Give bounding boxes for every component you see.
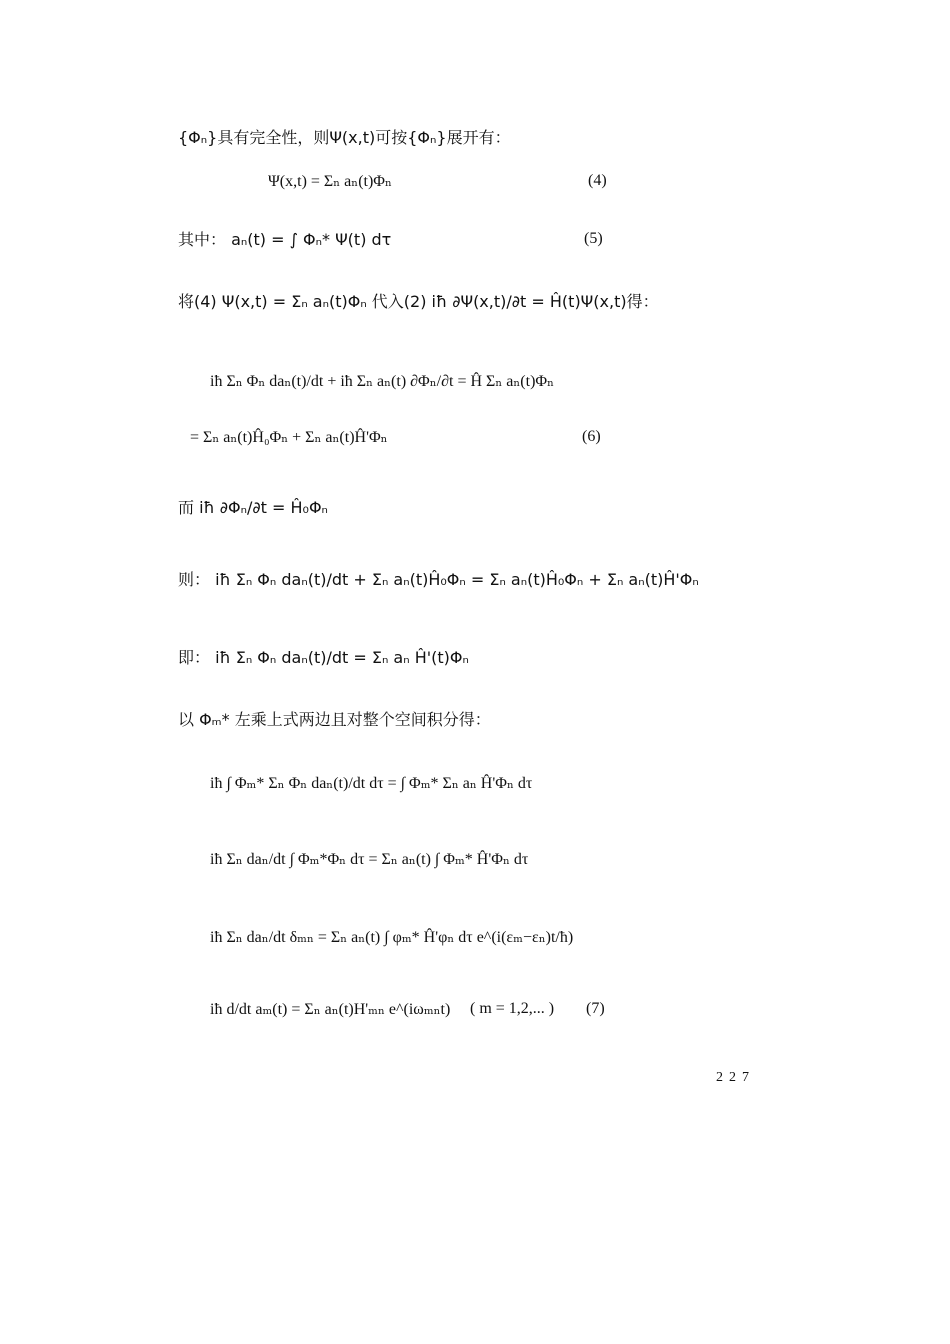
text-line-then: 则： iħ Σₙ Φₙ daₙ(t)/dt + Σₙ aₙ(t)Ĥ₀Φₙ = Σₙ aₙ(t)Ĥ₀Φₙ + Σₙ aₙ(t)Ĥ'Φₙ [178, 570, 699, 589]
equation-number-7: (7) [586, 1000, 605, 1017]
page-number: 227 [716, 1070, 755, 1085]
equation-5: 其中： aₙ(t) = ∫ Φₙ* Ψ(t) dτ [178, 230, 392, 249]
equation-7-condition: ( m = 1,2,... ) [470, 1000, 555, 1017]
text-line-multiply: 以 Φₘ* 左乘上式两边且对整个空间积分得： [178, 710, 491, 729]
equation-integral-2: iħ Σₙ daₙ/dt ∫ Φₘ*Φₙ dτ = Σₙ aₙ(t) ∫ Φₘ* Ĥ'Φₙ dτ [210, 851, 529, 868]
equation-integral-1: iħ ∫ Φₘ* Σₙ Φₙ daₙ(t)/dt dτ = ∫ Φₘ* Σₙ aₙ Ĥ'Φₙ dτ [210, 775, 533, 792]
text-line-substitution: 将(4) Ψ(x,t) = Σₙ aₙ(t)Φₙ 代入(2) iħ ∂Ψ(x,t)/∂t = Ĥ(t)Ψ(x,t)得： [178, 292, 659, 311]
equation-7: iħ d/dt aₘ(t) = Σₙ aₙ(t)H'ₘₙ e^(iωₘₙt) [210, 1001, 451, 1018]
equation-6-part-1: iħ Σₙ Φₙ daₙ(t)/dt + iħ Σₙ aₙ(t) ∂Φₙ/∂t = Ĥ Σₙ aₙ(t)Φₙ [210, 373, 555, 390]
text-line-unperturbed: 而 iħ ∂Φₙ/∂t = Ĥ₀Φₙ [178, 498, 328, 517]
equation-6-part-2: = Σₙ aₙ(t)Ĥ₀Φₙ + Σₙ aₙ(t)Ĥ'Φₙ [190, 429, 388, 446]
text-line-1: {Φₙ}具有完全性，则Ψ(x,t)可按{Φₙ}展开有： [178, 128, 511, 147]
equation-number-4: (4) [588, 172, 607, 189]
equation-number-6: (6) [582, 428, 601, 445]
text-line-namely: 即： iħ Σₙ Φₙ daₙ(t)/dt = Σₙ aₙ Ĥ'(t)Φₙ [178, 648, 469, 667]
equation-number-5: (5) [584, 230, 603, 247]
equation-integral-3: iħ Σₙ daₙ/dt δₘₙ = Σₙ aₙ(t) ∫ φₘ* Ĥ'φₙ dτ e^(i(εₘ−εₙ)t/ħ) [210, 929, 574, 946]
equation-4: Ψ(x,t) = Σₙ aₙ(t)Φₙ [268, 173, 392, 190]
